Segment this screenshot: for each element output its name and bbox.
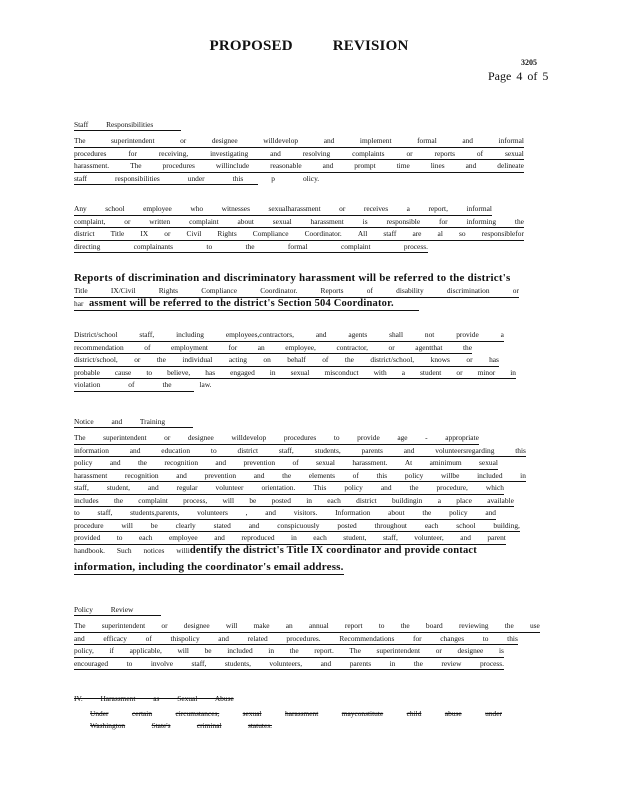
paragraph-line: harassment recognition and prevention and the elements of this policy willbe included in <box>74 470 526 483</box>
section-heading: IV. Harassment as Sexual Abuse <box>74 694 234 703</box>
paragraph-line: provided to each employee and reproduced in each student, staff, volunteer, and parent <box>74 532 506 545</box>
employee-reporting-paragraph <box>74 203 524 253</box>
paragraph-line: complaint, or written complaint about sexual harassment is responsible for informing the <box>74 216 524 229</box>
paragraph-line: The superintendent or designee will make an annual report to the board reviewing the use <box>74 620 540 633</box>
section-heading: Notice and Training <box>74 416 193 428</box>
policy-review-section <box>74 599 524 617</box>
paragraph-line: procedures for receiving, investigating and resolving complaints or reports of sexual <box>74 148 524 161</box>
paragraph-line: District/school staff, including employees,contractors, and agents shall not provide a <box>74 329 504 342</box>
district-staff-paragraph <box>74 329 516 392</box>
paragraph-line: Under certain circumstances, sexual harassment mayconstitute child abuse under <box>90 709 502 718</box>
sexual-abuse-section <box>74 688 524 706</box>
bold-text: dentify the district's Title IX coordinator and provide contact <box>189 544 477 556</box>
paragraph-line: and efficacy of thispolicy and related procedures. Recommendations for changes to this <box>74 633 518 646</box>
paragraph-line: violation of the law. <box>74 379 194 392</box>
paragraph-line: harassment. The procedures willinclude reasonable and prompt time lines and delineate <box>74 160 524 173</box>
paragraph-line: staff, student, and regular volunteer orientation. This policy and the procedure, which <box>74 482 504 495</box>
bold-text: assment will be referred to the district's Section 504 Coordinator. <box>88 297 394 309</box>
paragraph-line: district/school, or the individual acting on behalf of the district/school, knows or has <box>74 354 499 367</box>
paragraph-line: Washington State's criminal statutes. <box>90 720 272 730</box>
document-title: PROPOSED REVISION <box>209 38 409 54</box>
paragraph-line: procedure will be clearly stated and conspicuously posted throughout each school building, <box>74 520 520 533</box>
paragraph-line: directing complainants to the formal complaint process. <box>74 241 428 254</box>
line-prefix: har <box>74 298 84 308</box>
line-prefix: handbook. Such notices willi <box>74 545 190 555</box>
policy-code: 3205 <box>521 58 537 67</box>
paragraph-line: policy, if applicable, will be included in the report. The superintendent or designee is <box>74 645 504 658</box>
page-number: Page 4 of 5 <box>488 69 549 83</box>
section-heading: Policy Review <box>74 604 161 616</box>
staff-responsibilities-section <box>74 114 524 132</box>
mixed-line <box>74 545 534 557</box>
paragraph-line: Any school employee who witnesses sexualharassment or receives a report, informal <box>74 203 492 216</box>
paragraph-line: information and education to district staff, students, parents and volunteersregarding this <box>74 445 526 458</box>
paragraph-line: The superintendent or designee willdevelop procedures to provide age - appropriate <box>74 432 479 445</box>
discrimination-reports-paragraph <box>74 272 534 311</box>
paragraph-line: district Title IX or Civil Rights Compliance Coordinator. All staff are al so responsiblefor <box>74 228 524 241</box>
paragraph-line: staff responsibilities under this p olicy. <box>74 173 258 186</box>
paragraph-line: probable cause to believe, has engaged in sexual misconduct with a student or minor in <box>74 367 516 380</box>
paragraph-line: policy and the recognition and prevention of sexual harassment. At aminimum sexual <box>74 457 498 470</box>
paragraph-line: Title IX/Civil Rights Compliance Coordinator. Reports of disability discrimination or <box>74 285 519 298</box>
paragraph-line: recommendation of employment for an employee, contractor, or agentthat the <box>74 342 472 355</box>
sexual-abuse-paragraph <box>90 708 502 731</box>
notice-training-paragraph <box>74 432 526 575</box>
bold-line: information, including the coordinator's email address. <box>74 560 344 573</box>
bold-line: Reports of discrimination and discriminatory harassment will be referred to the district's <box>74 272 511 284</box>
paragraph-line: The superintendent or designee willdevelop and implement formal and informal <box>74 135 524 148</box>
section-heading: Staff Responsibilities <box>74 119 181 131</box>
paragraph-line: encouraged to involve staff, students, volunteers, and parents in the review process. <box>74 658 504 671</box>
paragraph-line: to staff, students,parents, volunteers , and visitors. Information about the policy and <box>74 507 496 520</box>
policy-review-paragraph <box>74 620 540 670</box>
staff-responsibilities-paragraph <box>74 135 524 185</box>
mixed-line <box>74 298 419 311</box>
paragraph-line: includes the complaint process, will be posted in each district buildingin a place available <box>74 495 514 508</box>
notice-training-section <box>74 411 524 429</box>
